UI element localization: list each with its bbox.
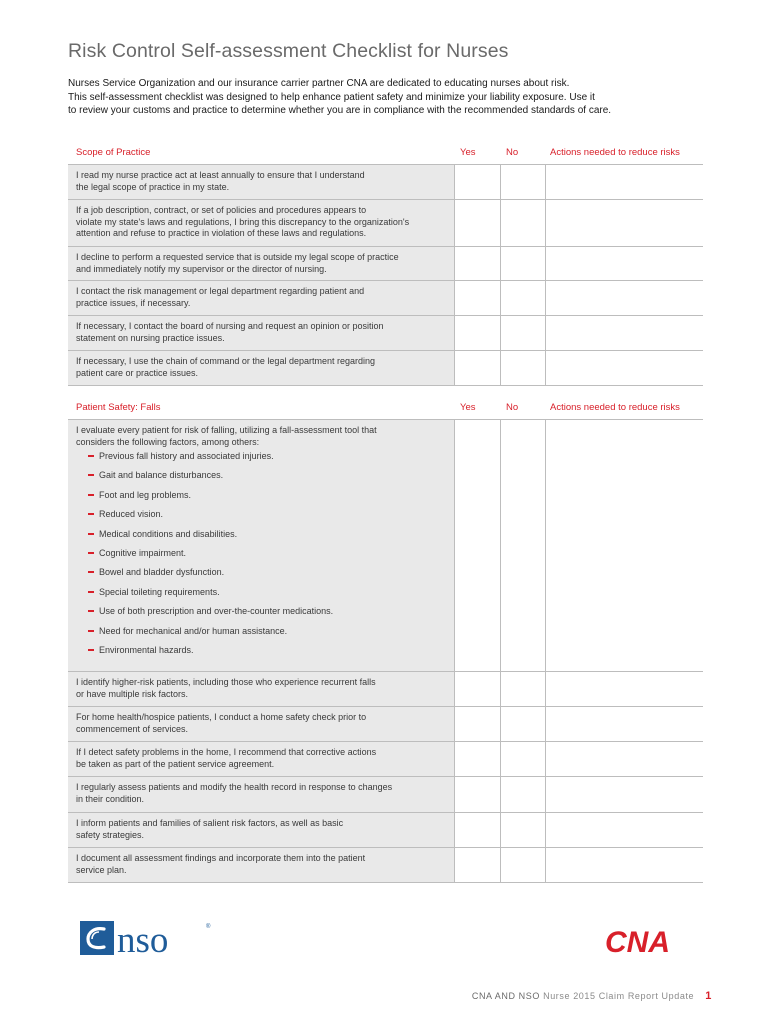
intro-line: This self-assessment checklist was designed to help enhance patient safety and minimize your liability exposure. Use it (68, 91, 595, 103)
scope-of-practice-section (68, 141, 703, 386)
actions-cell[interactable] (545, 707, 703, 741)
checklist-row (68, 777, 703, 813)
checklist-question: I document all assessment findings and incorporate them into the patient service plan. (68, 848, 454, 882)
cna-logo (603, 922, 693, 956)
checklist-row (68, 813, 703, 848)
checklist-question: I contact the risk management or legal department regarding patient and practice issues, if necessary. (68, 281, 454, 315)
no-checkbox-cell[interactable] (500, 420, 545, 671)
section-header (68, 141, 703, 165)
footer-report-name: Nurse 2015 Claim Report Update (543, 991, 695, 1001)
checklist-question: I inform patients and families of salient risk factors, as well as basic safety strategies. (68, 813, 454, 847)
intro-paragraph (68, 77, 708, 118)
list-item: Previous fall history and associated injuries. (76, 451, 446, 470)
no-column-header: No (506, 147, 519, 158)
yes-column-header: Yes (460, 147, 476, 158)
yes-checkbox-cell[interactable] (454, 742, 500, 776)
list-item: Need for mechanical and/or human assistance. (76, 626, 446, 645)
actions-cell[interactable] (545, 672, 703, 706)
actions-cell[interactable] (545, 351, 703, 385)
section-topic-label: Patient Safety: Falls (76, 402, 161, 413)
yes-checkbox-cell[interactable] (454, 707, 500, 741)
list-item: Environmental hazards. (76, 645, 446, 664)
no-checkbox-cell[interactable] (500, 813, 545, 847)
yes-checkbox-cell[interactable] (454, 200, 500, 246)
actions-column-header: Actions needed to reduce risks (550, 402, 680, 413)
section-topic-label: Scope of Practice (76, 147, 151, 158)
no-column-header: No (506, 402, 519, 413)
checklist-question: If necessary, I use the chain of command or the legal department regarding patient care or practice issues. (68, 351, 454, 385)
no-checkbox-cell[interactable] (500, 848, 545, 882)
yes-checkbox-cell[interactable] (454, 420, 500, 671)
yes-checkbox-cell[interactable] (454, 848, 500, 882)
actions-cell[interactable] (545, 742, 703, 776)
section-header (68, 396, 703, 420)
no-checkbox-cell[interactable] (500, 200, 545, 246)
checklist-row (68, 247, 703, 281)
checklist-row (68, 351, 703, 386)
list-item: Foot and leg problems. (76, 490, 446, 509)
actions-cell[interactable] (545, 420, 703, 671)
no-checkbox-cell[interactable] (500, 281, 545, 315)
checklist-question: For home health/hospice patients, I conduct a home safety check prior to commencement of services. (68, 707, 454, 741)
svg-text:nso: nso (117, 920, 169, 958)
actions-cell[interactable] (545, 281, 703, 315)
yes-checkbox-cell[interactable] (454, 777, 500, 812)
list-item: Special toileting requirements. (76, 587, 446, 606)
actions-cell[interactable] (545, 165, 703, 199)
no-checkbox-cell[interactable] (500, 316, 545, 350)
svg-text:CNA: CNA (605, 926, 670, 956)
no-checkbox-cell[interactable] (500, 672, 545, 706)
checklist-question: I decline to perform a requested service that is outside my legal scope of practice and immediately notify my supervisor or the director of nursing. (68, 247, 454, 280)
checklist-row (68, 316, 703, 351)
list-item: Cognitive impairment. (76, 548, 446, 567)
checklist-row (68, 742, 703, 777)
yes-checkbox-cell[interactable] (454, 672, 500, 706)
list-item: Bowel and bladder dysfunction. (76, 567, 446, 586)
list-item: Reduced vision. (76, 509, 446, 528)
no-checkbox-cell[interactable] (500, 165, 545, 199)
no-checkbox-cell[interactable] (500, 707, 545, 741)
page-title: Risk Control Self-assessment Checklist for Nurses (68, 40, 509, 62)
checklist-row (68, 707, 703, 742)
intro-line: Nurses Service Organization and our insurance carrier partner CNA are dedicated to educating nurses about risk. (68, 78, 570, 89)
svg-text:®: ® (206, 924, 211, 930)
list-item: Medical conditions and disabilities. (76, 529, 446, 548)
no-checkbox-cell[interactable] (500, 742, 545, 776)
yes-checkbox-cell[interactable] (454, 165, 500, 199)
checklist-question: I read my nurse practice act at least annually to ensure that I understand the legal scope of practice in my state. (68, 165, 454, 199)
no-checkbox-cell[interactable] (500, 777, 545, 812)
checklist-question: If I detect safety problems in the home, I recommend that corrective actions be taken as part of the patient service agreement. (68, 742, 454, 776)
risk-factor-list (76, 451, 446, 664)
checklist-row (68, 281, 703, 316)
actions-cell[interactable] (545, 777, 703, 812)
page-number: 1 (705, 990, 712, 1002)
actions-cell[interactable] (545, 200, 703, 246)
yes-checkbox-cell[interactable] (454, 813, 500, 847)
intro-line: to review your customs and practice to determine whether you are in compliance with the recommended standards of care. (68, 105, 612, 116)
checklist-row (68, 200, 703, 247)
actions-cell[interactable] (545, 848, 703, 882)
yes-checkbox-cell[interactable] (454, 316, 500, 350)
checklist-row (68, 848, 703, 883)
checklist-question: I identify higher-risk patients, including those who experience recurrent falls or have multiple risk factors. (68, 672, 454, 706)
actions-cell[interactable] (545, 247, 703, 280)
actions-cell[interactable] (545, 813, 703, 847)
checklist-question: I evaluate every patient for risk of falling, utilizing a fall-assessment tool that considers the following factors, among others: Previous fall history and associated injuries. Gait and balance disturbances. Foot and leg problems. Reduced vision. Medical conditions and disabilities. Cognitive impairment. Bowel and bladder dysfunction. Special toileting requirements. Use of both prescription and over-the-counter medications. Need for mechanical and/or human assistance. Environmental hazards. (68, 420, 454, 671)
footer (472, 990, 712, 1002)
no-checkbox-cell[interactable] (500, 351, 545, 385)
actions-column-header: Actions needed to reduce risks (550, 147, 680, 158)
yes-checkbox-cell[interactable] (454, 281, 500, 315)
checklist-question: I regularly assess patients and modify the health record in response to changes in their condition. (68, 777, 454, 812)
list-item: Use of both prescription and over-the-counter medications. (76, 606, 446, 625)
yes-checkbox-cell[interactable] (454, 247, 500, 280)
list-item: Gait and balance disturbances. (76, 470, 446, 489)
checklist-question: If necessary, I contact the board of nursing and request an opinion or position statement on nursing practice issues. (68, 316, 454, 350)
yes-checkbox-cell[interactable] (454, 351, 500, 385)
nso-logo (80, 918, 220, 958)
patient-safety-falls-section (68, 396, 703, 883)
checklist-question: If a job description, contract, or set of policies and procedures appears to violate my state's laws and regulations, I bring this discrepancy to the organization's attention and refuse to practice in violation of these laws and regulations. (68, 200, 454, 246)
yes-column-header: Yes (460, 402, 476, 413)
checklist-row (68, 420, 703, 672)
checklist-row (68, 165, 703, 200)
no-checkbox-cell[interactable] (500, 247, 545, 280)
checklist-row (68, 672, 703, 707)
footer-brand: CNA AND NSO (471, 991, 540, 1001)
actions-cell[interactable] (545, 316, 703, 350)
